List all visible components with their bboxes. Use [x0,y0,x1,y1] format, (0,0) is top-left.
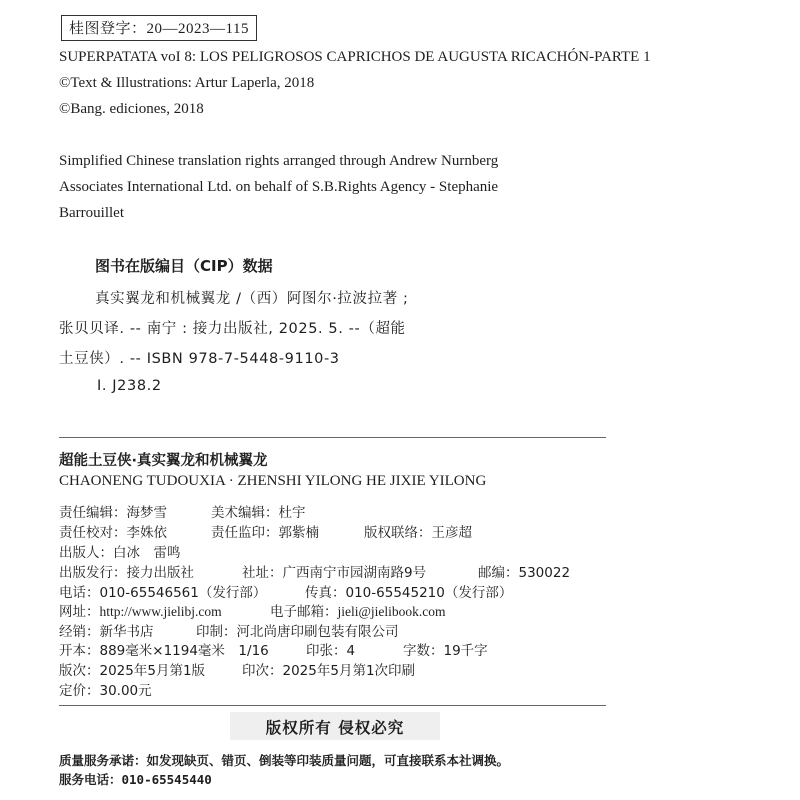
cip-heading: 图书在版编目（CIP）数据 [95,257,273,275]
sheets: 印张：4 [306,643,356,659]
publisher-copyright: ©Bang. ediciones, 2018 [59,101,204,117]
rights-line-3: Barrouillet [59,205,124,221]
address: 社址：广西南宁市园湖南路9号 [242,565,427,581]
original-title: SUPERPATATA voI 8: LOS PELIGROSOS CAPRICHOS DE AUGUSTA RICACHÓN-PARTE 1 [59,49,651,65]
printer: 印制：河北尚唐印刷包装有限公司 [196,624,399,640]
cip-line-2: 张贝贝译. -- 南宁 : 接力出版社, 2025. 5. --（超能 [59,321,406,337]
fax: 传真：010-65545210（发行部） [305,585,513,601]
divider-top [59,437,606,438]
email-label: 电子邮箱： [270,604,338,620]
website-label: 网址： [59,604,100,620]
rights-contact: 版权联络：王彦超 [364,525,472,541]
book-title-cn: 超能土豆侠·真实翼龙和机械翼龙 [59,453,268,469]
email-link[interactable]: jieli@jielibook.com [337,604,446,619]
phone: 电话：010-65546561（发行部） [59,585,267,601]
service-promise: 质量服务承诺：如发现缺页、错页、倒装等印装质量问题，可直接联系本社调换。 [59,753,510,768]
price: 定价：30.00元 [59,683,152,699]
art-editor: 美术编辑：杜宇 [211,505,306,521]
rights-line-2: Associates International Ltd. on behalf of S.B.Rights Agency - Stephanie [59,179,499,195]
website-row [59,600,222,620]
edition: 版次：2025年5月第1版 [59,663,206,679]
publisher-person: 出版人：白冰 雷鸣 [59,545,181,561]
rights-line-1: Simplified Chinese translation rights arranged through Andrew Nurnberg [59,153,499,169]
rights-notice: 版权所有 侵权必究 [265,719,405,737]
cip-line-3: 土豆侠）. -- ISBN 978-7-5448-9110-3 [59,351,340,367]
cip-line-1: 真实翼龙和机械翼龙 /（西）阿图尔·拉波拉著 ; [95,291,409,307]
divider-bottom [59,705,606,706]
proofreader: 责任校对：李姝依 [59,525,167,541]
editor: 责任编辑：海梦雪 [59,505,167,521]
postcode: 邮编：530022 [478,565,571,581]
format: 开本：889毫米×1194毫米 1/16 [59,643,269,659]
book-title-pinyin: CHAONENG TUDOUXIA · ZHENSHI YILONG HE JIXIE YILONG [59,473,487,489]
word-count: 字数：19千字 [403,643,488,659]
cip-line-4: Ⅰ. J238.2 [97,378,162,394]
impression: 印次：2025年5月第1次印刷 [242,663,416,679]
email-row [270,600,446,620]
service-phone: 服务电话：010-65545440 [59,772,212,787]
text-copyright: ©Text & Illustrations: Artur Laperla, 2018 [59,75,315,91]
registration-number: 桂图登字：20—2023—115 [61,15,257,41]
website-link[interactable]: http://www.jielibj.com [99,604,222,619]
distributor: 经销：新华书店 [59,624,154,640]
print-supervisor: 责任监印：郭紫楠 [211,525,319,541]
issuer: 出版发行：接力出版社 [59,565,194,581]
